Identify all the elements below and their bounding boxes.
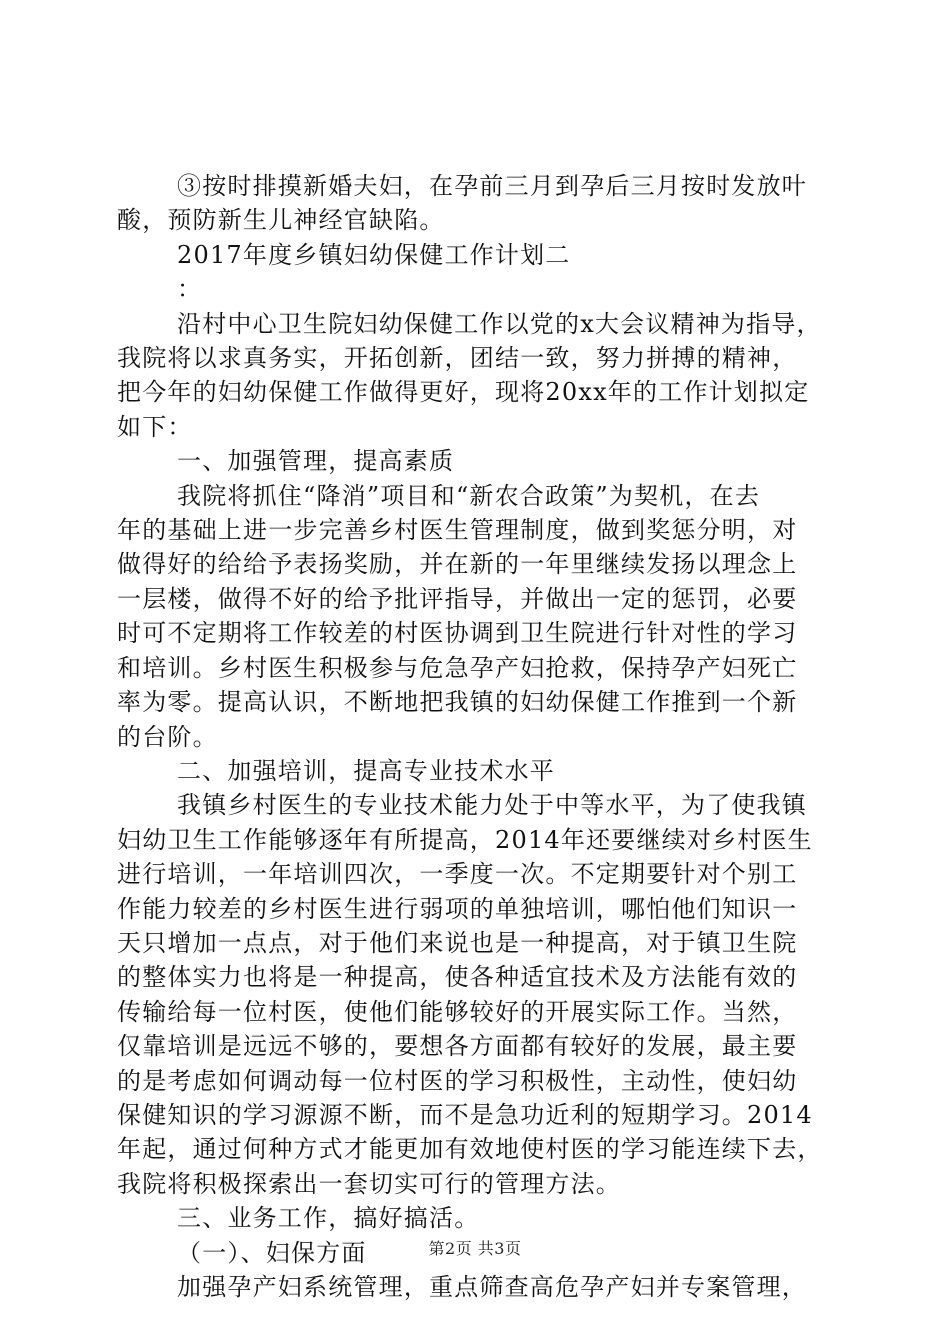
- text-line: 的整体实力也将是一种提高，使各种适宜技术及方法能有效的: [117, 963, 798, 992]
- text-line: ：: [177, 275, 203, 304]
- text-line: 如下：: [117, 412, 193, 441]
- text-line: 加强孕产妇系统管理，重点筛查高危孕产妇并专案管理，: [177, 1273, 807, 1301]
- text-line: 一层楼，做得不好的给予批评指导，并做出一定的惩罚，必要: [117, 584, 798, 613]
- text-line: 年起，通过何种方式才能更加有效地使村医的学习能连续下去，: [117, 1135, 823, 1164]
- text-line: 和培训。乡村医生积极参与危急孕产妇抢救，保持孕产妇死亡: [117, 653, 798, 682]
- page-footer: [0, 1239, 950, 1259]
- page-number: 第2页 共3页: [428, 1239, 522, 1258]
- text-line: ③按时排摸新婚夫妇，在孕前三月到孕后三月按时发放叶: [177, 172, 807, 200]
- text-line: 作能力较差的乡村医生进行弱项的单独培训，哪怕他们知识一: [117, 894, 798, 923]
- subsection-heading: （一）、妇保方面: [177, 1238, 367, 1267]
- text-line: 我院将抓住“降消”项目和“新农合政策”为契机，在去: [177, 481, 761, 510]
- text-line: 年的基础上进一步完善乡村医生管理制度，做到奖惩分明，对: [117, 516, 798, 545]
- section-heading: 二、加强培训，提高专业技术水平: [177, 756, 555, 785]
- text-line: 传输给每一位村医，使他们能够较好的开展实际工作。当然，: [117, 997, 798, 1026]
- document-body: [117, 169, 837, 1304]
- text-line: 酸，预防新生儿神经官缺陷。: [117, 206, 445, 235]
- text-line: 天只增加一点点，对于他们来说也是一种提高，对于镇卫生院: [117, 928, 798, 957]
- text-line: 的是考虑如何调动每一位村医的学习积极性，主动性，使妇幼: [117, 1066, 798, 1095]
- text-line: 的台阶。: [117, 722, 218, 751]
- section-heading: 一、加强管理，提高素质: [177, 447, 455, 476]
- text-line: 我院将以求真务实，开拓创新，团结一致，努力拼搏的精神，: [117, 344, 798, 373]
- text-line: 我镇乡村医生的专业技术能力处于中等水平，为了使我镇: [177, 791, 807, 820]
- text-line: 做得好的给给予表扬奖励，并在新的一年里继续发扬以理念上: [117, 550, 798, 579]
- text-line: 率为零。提高认识，不断地把我镇的妇幼保健工作推到一个新: [117, 688, 798, 717]
- text-line: 妇幼卫生工作能够逐年有所提高，2014年还要继续对乡村医生: [117, 825, 813, 854]
- text-line: 沿村中心卫生院妇幼保健工作以党的x大会议精神为指导，: [177, 309, 822, 338]
- text-line: 进行培训，一年培训四次，一季度一次。不定期要针对个别工: [117, 860, 798, 889]
- text-line: 把今年的妇幼保健工作做得更好，现将20xx年的工作计划拟定: [117, 378, 810, 407]
- text-line: 保健知识的学习源源不断，而不是急功近利的短期学习。2014: [117, 1100, 813, 1129]
- section-heading: 三、业务工作，搞好搞活。: [177, 1204, 480, 1233]
- section-title: 2017年度乡镇妇幼保健工作计划二: [177, 240, 571, 269]
- text-line: 时可不定期将工作较差的村医协调到卫生院进行针对性的学习: [117, 619, 798, 648]
- text-line: 我院将积极探索出一套切实可行的管理方法。: [117, 1169, 621, 1198]
- text-line: 仅靠培训是远远不够的，要想各方面都有较好的发展，最主要: [117, 1032, 798, 1061]
